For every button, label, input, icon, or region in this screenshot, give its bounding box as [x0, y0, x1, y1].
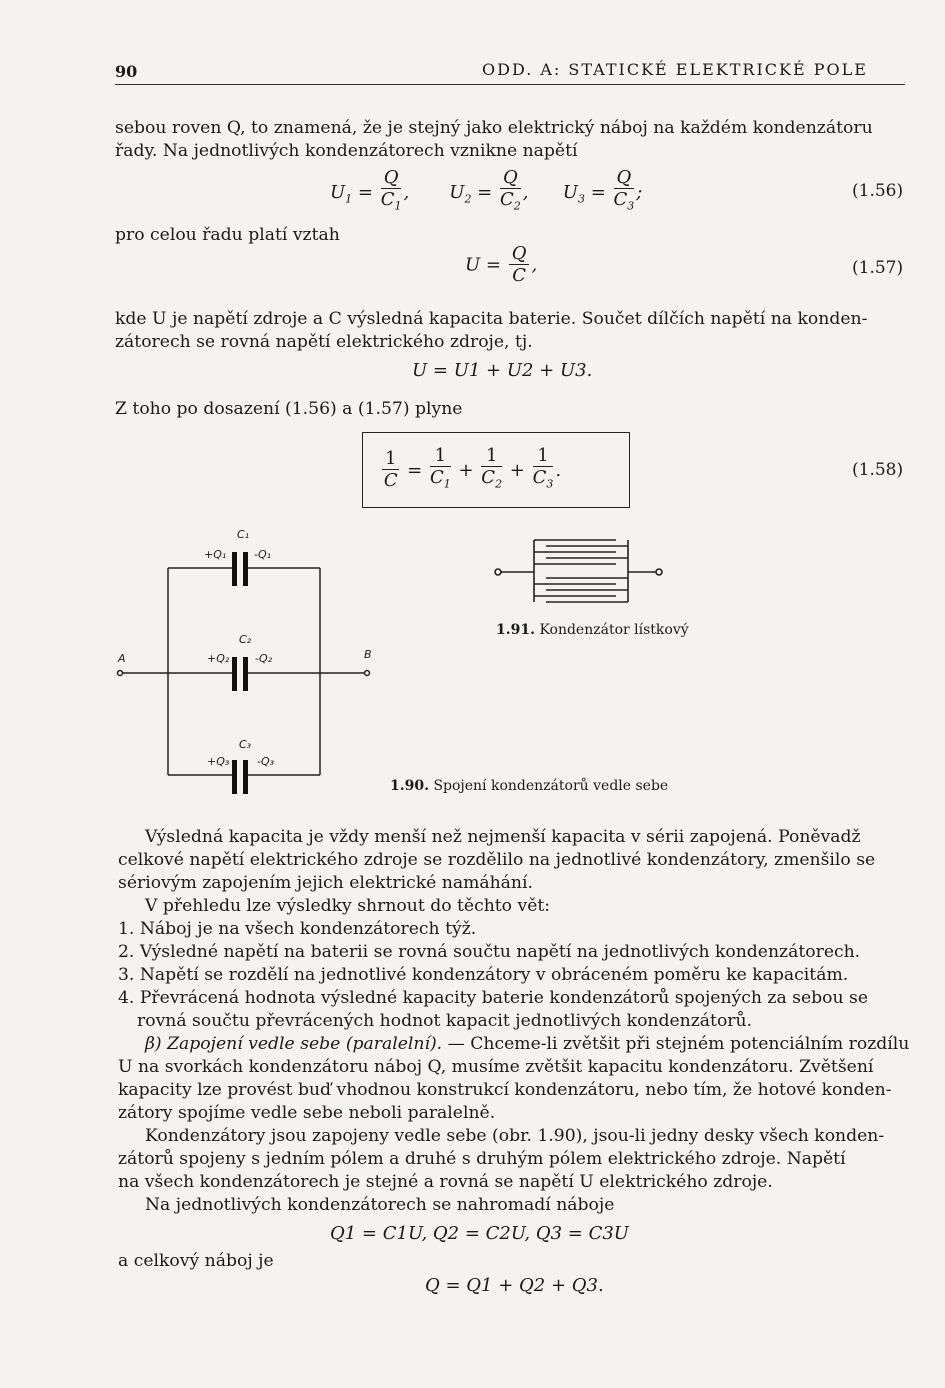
equation-number: (1.56): [852, 181, 904, 201]
figure-caption-1-91: 1.91. Kondenzátor lístkový: [496, 622, 689, 638]
equation-number: (1.57): [852, 258, 904, 278]
figure-foil-capacitor: [490, 530, 675, 610]
paragraph-line: zátory spojíme vedle sebe neboli paralelně.: [118, 1103, 496, 1123]
capacitor-plate: [243, 552, 248, 586]
label-q3-minus: -Q₃: [257, 755, 275, 768]
paragraph-line: V přehledu lze výsledky shrnout do těchto vět:: [145, 896, 551, 916]
paragraph-line: sebou roven Q, to znamená, že je stejný jako elektrický náboj na každém kondenzátoru: [115, 118, 873, 138]
terminal-b: [365, 671, 370, 676]
equation-total-charge: Q = Q1 + Q2 + Q3.: [425, 1275, 604, 1296]
paragraph-line: celkové napětí elektrického zdroje se rozdělilo na jednotlivé kondenzátory, zmenšilo se: [118, 850, 876, 870]
paragraph-line: sériovým zapojením jejich elektrické namáhání.: [118, 873, 533, 893]
paragraph-line: U na svorkách kondenzátoru náboj Q, musíme zvětšit kapacitu kondenzátoru. Zvětšení: [118, 1057, 874, 1077]
paragraph-line: zátorech se rovná napětí elektrického zdroje, tj.: [115, 332, 533, 352]
paragraph-line: Kondenzátory jsou zapojeny vedle sebe (obr. 1.90), jsou-li jedny desky všech konden-: [145, 1126, 885, 1146]
terminal-a: [118, 671, 123, 676]
label-q3-plus: +Q₃: [207, 755, 230, 768]
label-a: A: [118, 652, 126, 665]
label-b: B: [364, 648, 372, 661]
paragraph-line: kapacity lze provést buď vhodnou konstrukcí kondenzátoru, nebo tím, že hotové konden-: [118, 1080, 892, 1100]
equation-1-57: U = $\frac{Q}{C}$ ,: [465, 243, 538, 286]
capacitor-plate: [232, 552, 237, 586]
paragraph-line: Z toho po dosazení (1.56) a (1.57) plyne: [115, 399, 463, 419]
list-item: rovná součtu převrácených hodnot kapacit jednotlivých kondenzátorů.: [137, 1011, 753, 1031]
label-c1: C₁: [237, 528, 250, 541]
capacitor-plate: [243, 760, 248, 794]
capacitor-plate: [232, 657, 237, 691]
paragraph-line: kde U je napětí zdroje a C výsledná kapacita baterie. Součet dílčích napětí na konden-: [115, 309, 868, 329]
label-q2-minus: -Q₂: [255, 652, 273, 665]
label-c2: C₂: [239, 633, 252, 646]
paragraph-line: β) Zapojení vedle sebe (paralelní). — Chceme-li zvětšit při stejném potenciálním rozdílu: [145, 1034, 910, 1054]
equation-charges: Q1 = C1U, Q2 = C2U, Q3 = C3U: [330, 1223, 629, 1244]
list-item: 4. Převrácená hodnota výsledné kapacity baterie kondenzátorů spojených za sebou se: [118, 988, 869, 1008]
paragraph-line: na všech kondenzátorech je stejné a rovná se napětí U elektrického zdroje.: [118, 1172, 773, 1192]
paragraph-line: Výsledná kapacita je vždy menší než nejmenší kapacita v sérii zapojená. Poněvadž: [145, 827, 861, 847]
label-q1-minus: -Q₁: [254, 548, 272, 561]
paragraph-line: a celkový náboj je: [118, 1251, 274, 1271]
equation-number: (1.58): [852, 460, 904, 480]
header-rule: [115, 84, 905, 85]
equation-voltage-sum: U = U1 + U2 + U3.: [412, 360, 593, 381]
equation-1-58: $\frac{1}{C}$ = $\frac{1}{C_1}$ + $\frac{1}{C_2}$ + $\frac{1}{C_3}$ .: [383, 445, 562, 492]
running-head: ODD. A: STATICKÉ ELEKTRICKÉ POLE: [482, 60, 868, 79]
paragraph-line: pro celou řadu platí vztah: [115, 225, 340, 245]
paragraph-line: řady. Na jednotlivých kondenzátorech vznikne napětí: [115, 141, 578, 161]
capacitor-plate: [232, 760, 237, 794]
equation-1-56: $U_1$ = $\frac{Q}{C_1}$ , $U_2$ = $\frac{Q}{C_2}$ , $U_3$ = $\frac{Q}{C_3}$ ;: [330, 167, 643, 213]
paragraph-line: zátorů spojeny s jedním pólem a druhé s druhým pólem elektrického zdroje. Napětí: [118, 1149, 846, 1169]
label-q2-plus: +Q₂: [207, 652, 230, 665]
figure-caption-1-90: 1.90. Spojení kondenzátorů vedle sebe: [390, 778, 669, 794]
figure-parallel-capacitors: [110, 520, 390, 800]
list-item: 3. Napětí se rozdělí na jednotlivé kondenzátory v obráceném poměru ke kapacitám.: [118, 965, 849, 985]
paragraph-line: Na jednotlivých kondenzátorech se nahromadí náboje: [145, 1195, 615, 1215]
capacitor-plate: [243, 657, 248, 691]
label-c3: C₃: [239, 738, 252, 751]
section-heading-beta: β) Zapojení vedle sebe (paralelní).: [145, 1034, 443, 1054]
list-item: 2. Výsledné napětí na baterii se rovná součtu napětí na jednotlivých kondenzátorech.: [118, 942, 861, 962]
list-item: 1. Náboj je na všech kondenzátorech týž.: [118, 919, 477, 939]
label-q1-plus: +Q₁: [204, 548, 227, 561]
page-number: 90: [115, 62, 138, 81]
